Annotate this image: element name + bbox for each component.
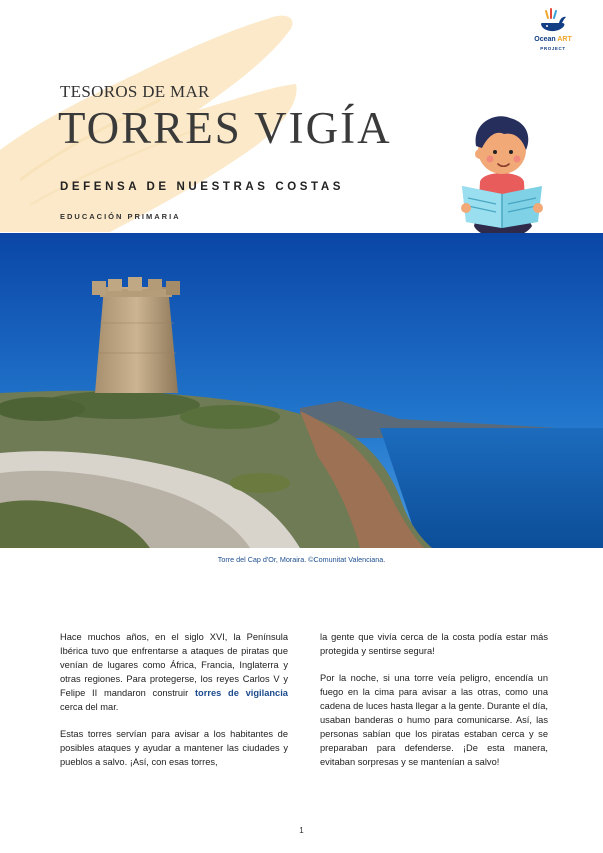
logo-name-ocean: Ocean xyxy=(534,36,558,43)
text-run: Hace muchos años, en el siglo XVI, la Península Ibérica tuvo que enfrentarse a ataques de piratas que venían de lugares como África, Francia, Inglaterra y otras regiones. Para protegerse, los reyes Carlos V y Felipe II mandaron construir xyxy=(60,632,288,698)
logo-name-art: ART xyxy=(557,36,572,43)
page-title: TORRES VIGÍA xyxy=(58,103,392,153)
logo-subtitle: PROJECT xyxy=(540,46,566,51)
text-run: cerca del mar. xyxy=(60,702,119,712)
paragraph: Por la noche, si una torre veía peligro, encendía un fuego en la cima para avisar a las otras, como una cadena de luces hasta llegar a la gente. Durante el día, usaban banderas o humo para comunicarse. Así, las personas sabían que los piratas estaban cerca y se preparaban para defenderse. ¡De esta manera, evitaban sorpresas y se mantenían a salvo! xyxy=(320,673,548,767)
child-reading-illustration xyxy=(452,108,552,248)
education-level: EDUCACIÓN PRIMARIA xyxy=(60,212,181,221)
series-title: TESOROS DE MAR xyxy=(60,82,210,101)
text-column-right xyxy=(320,630,548,782)
paragraph: Estas torres servían para avisar a los habitantes de posibles ataques y ayudar a mantener las ciudades y pueblos a salvo. ¡Así, con esas torres, xyxy=(60,729,288,767)
ocean-art-logo xyxy=(526,8,580,56)
subtitle: DEFENSA DE NUESTRAS COSTAS xyxy=(60,181,345,193)
logo-name xyxy=(526,36,580,43)
highlighted-term: torres de vigilancia xyxy=(194,688,288,698)
photo-caption: Torre del Cap d'Or, Moraira. ©Comunitat Valenciana. xyxy=(217,555,386,564)
text-column-left xyxy=(60,630,288,782)
whale-icon xyxy=(538,8,568,36)
page-number: 1 xyxy=(299,826,304,835)
paragraph xyxy=(60,630,288,714)
paragraph: la gente que vivía cerca de la costa podía estar más protegida y sentirse segura! xyxy=(320,632,548,656)
tower-photo xyxy=(0,233,603,548)
